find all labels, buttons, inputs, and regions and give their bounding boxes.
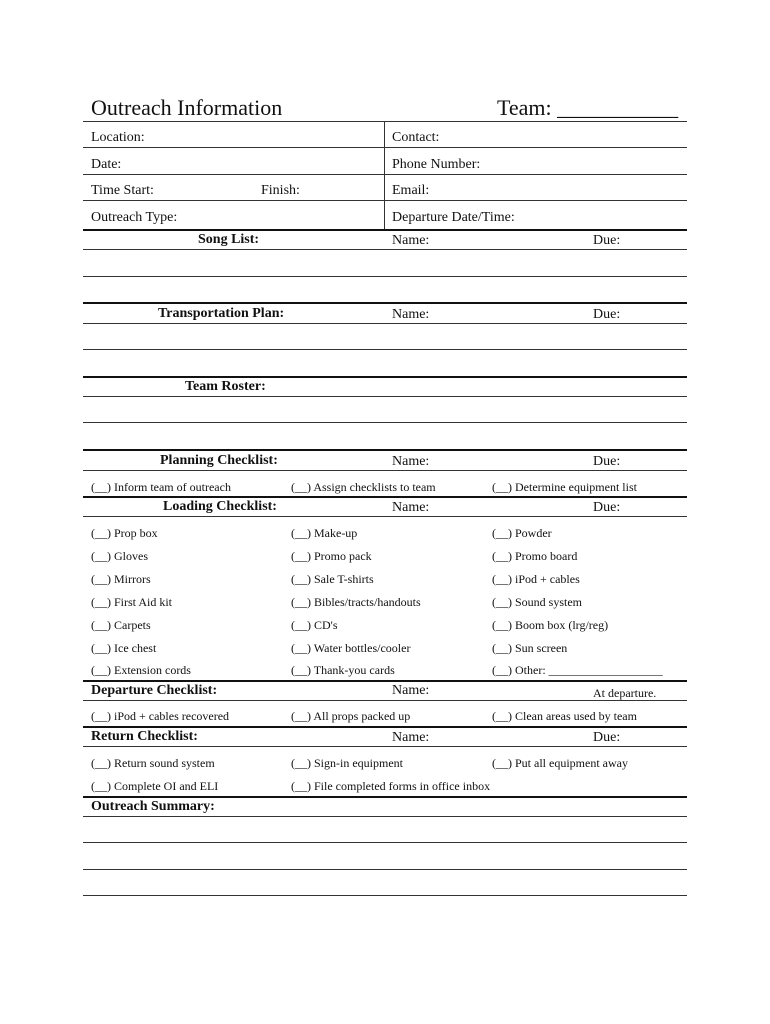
blank-line[interactable] <box>83 276 687 277</box>
section-divider <box>83 376 687 378</box>
email-field[interactable]: Email: <box>392 183 430 198</box>
checklist-item[interactable]: (__) All props packed up <box>291 709 411 723</box>
divider <box>83 746 687 747</box>
divider <box>83 249 687 250</box>
team-roster-heading: Team Roster: <box>185 379 266 394</box>
section-divider <box>83 229 687 231</box>
checklist-item[interactable]: (__) Return sound system <box>91 756 215 770</box>
section-divider <box>83 726 687 728</box>
divider <box>83 700 687 701</box>
checklist-item[interactable]: (__) Complete OI and ELI <box>91 779 219 793</box>
divider <box>83 121 687 122</box>
form-title: Outreach Information <box>91 95 283 120</box>
checklist-item[interactable]: (__) Prop box <box>91 526 158 540</box>
transportation-heading: Transportation Plan: <box>158 306 285 321</box>
checklist-item[interactable]: (__) Carpets <box>91 618 151 632</box>
song-list-heading: Song List: <box>198 232 260 247</box>
blank-line[interactable] <box>83 422 687 423</box>
checklist-item[interactable]: (__) Promo board <box>492 549 578 563</box>
divider <box>83 147 687 148</box>
checklist-item[interactable]: (__) Determine equipment list <box>492 480 637 494</box>
section-divider <box>83 496 687 498</box>
transportation-name[interactable]: Name: <box>392 307 430 322</box>
finish-field[interactable]: Finish: <box>261 183 300 198</box>
checklist-item[interactable]: (__) Thank-you cards <box>291 663 395 677</box>
checklist-item[interactable]: (__) Other: ___________________ <box>492 663 663 677</box>
checklist-item[interactable]: (__) Assign checklists to team <box>291 480 436 494</box>
checklist-item[interactable]: (__) Make-up <box>291 526 358 540</box>
checklist-item[interactable]: (__) File completed forms in office inbox <box>291 779 491 793</box>
section-divider <box>83 796 687 798</box>
time-start-field[interactable]: Time Start: <box>91 183 154 198</box>
checklist-item[interactable]: (__) Mirrors <box>91 572 151 586</box>
team-field[interactable]: Team: ___________ <box>497 95 679 120</box>
checklist-item[interactable]: (__) Water bottles/cooler <box>291 641 411 655</box>
divider <box>83 396 687 397</box>
checklist-item[interactable]: (__) iPod + cables recovered <box>91 709 230 723</box>
column-divider <box>384 121 385 230</box>
section-divider <box>83 680 687 682</box>
song-list-name[interactable]: Name: <box>392 233 430 248</box>
departure-heading: Departure Checklist: <box>91 683 218 698</box>
checklist-item[interactable]: (__) Put all equipment away <box>492 756 628 770</box>
at-departure-label: At departure. <box>593 686 657 700</box>
checklist-item[interactable]: (__) Sound system <box>492 595 582 609</box>
checklist-item[interactable]: (__) Sign-in equipment <box>291 756 403 770</box>
divider <box>83 816 687 817</box>
checklist-item[interactable]: (__) CD's <box>291 618 338 632</box>
checklist-item[interactable]: (__) Clean areas used by team <box>492 709 637 723</box>
loading-due[interactable]: Due: <box>593 500 621 515</box>
loading-heading: Loading Checklist: <box>163 499 277 514</box>
checklist-item[interactable]: (__) Boom box (lrg/reg) <box>492 618 609 632</box>
blank-line[interactable] <box>83 349 687 350</box>
checklist-item[interactable]: (__) Powder <box>492 526 552 540</box>
checklist-item[interactable]: (__) Sale T-shirts <box>291 572 374 586</box>
checklist-item[interactable]: (__) Promo pack <box>291 549 372 563</box>
checklist-item[interactable]: (__) Inform team of outreach <box>91 480 231 494</box>
checklist-item[interactable]: (__) Bibles/tracts/handouts <box>291 595 421 609</box>
blank-line[interactable] <box>83 842 687 843</box>
checklist-item[interactable]: (__) First Aid kit <box>91 595 173 609</box>
divider <box>83 470 687 471</box>
section-divider <box>83 449 687 451</box>
transportation-due[interactable]: Due: <box>593 307 621 322</box>
checklist-item[interactable]: (__) Gloves <box>91 549 148 563</box>
planning-heading: Planning Checklist: <box>160 453 278 468</box>
divider <box>83 516 687 517</box>
loading-name[interactable]: Name: <box>392 500 430 515</box>
planning-due[interactable]: Due: <box>593 454 621 469</box>
checklist-item[interactable]: (__) Sun screen <box>492 641 568 655</box>
song-list-due[interactable]: Due: <box>593 233 621 248</box>
checklist-item[interactable]: (__) Ice chest <box>91 641 157 655</box>
blank-line[interactable] <box>83 895 687 896</box>
divider <box>83 174 687 175</box>
divider <box>83 200 687 201</box>
date-field[interactable]: Date: <box>91 157 122 172</box>
checklist-item[interactable]: (__) Extension cords <box>91 663 191 677</box>
checklist-item[interactable]: (__) iPod + cables <box>492 572 580 586</box>
departure-name[interactable]: Name: <box>392 683 430 698</box>
return-name[interactable]: Name: <box>392 730 430 745</box>
contact-field[interactable]: Contact: <box>392 130 440 145</box>
phone-field[interactable]: Phone Number: <box>392 157 481 172</box>
return-due[interactable]: Due: <box>593 730 621 745</box>
summary-heading: Outreach Summary: <box>91 799 215 814</box>
return-heading: Return Checklist: <box>91 729 198 744</box>
location-field[interactable]: Location: <box>91 130 145 145</box>
departure-datetime-field[interactable]: Departure Date/Time: <box>392 210 515 225</box>
section-divider <box>83 302 687 304</box>
outreach-type-field[interactable]: Outreach Type: <box>91 210 178 225</box>
divider <box>83 323 687 324</box>
blank-line[interactable] <box>83 869 687 870</box>
planning-name[interactable]: Name: <box>392 454 430 469</box>
